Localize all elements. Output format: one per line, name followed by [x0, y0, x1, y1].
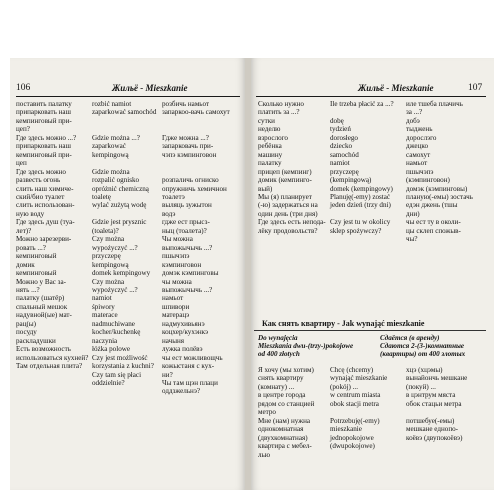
text-line: (-ю) задержаться на	[258, 201, 318, 210]
text-line: opróżnić chemiczną	[92, 184, 149, 193]
left-transliteration-column	[162, 100, 230, 396]
text-line: дни)	[406, 209, 420, 218]
text-line: чэпэ кэмпинговон	[162, 150, 217, 159]
text-line: domek (kempingowy)	[330, 184, 393, 193]
text-line: прицеп (кемпинг)	[258, 167, 312, 176]
text-line: (покуй) ...	[406, 382, 436, 391]
text-line: цы склеп спожыв-	[406, 226, 461, 235]
text-line: взрослого	[258, 133, 288, 142]
text-line: Гдже можна ...?	[162, 133, 209, 142]
text-line: рядом со станцией	[258, 399, 315, 408]
text-line: od 400 złotych	[258, 350, 300, 359]
text-line: выляць зужытон	[162, 201, 212, 210]
text-line: снять квартиру	[258, 374, 304, 383]
text-line: Можно зарезерви-	[16, 235, 72, 244]
text-line: Где здесь душ (туа-	[16, 218, 75, 227]
text-line: слить наш химиче-	[16, 184, 74, 193]
right-russian-column	[258, 100, 326, 235]
text-line: запаркоо-вачь самохут	[162, 108, 230, 117]
text-line: один день (три дня)	[258, 209, 318, 218]
left-page-number: 106	[16, 83, 31, 93]
text-line: метро	[258, 408, 276, 417]
text-line: Czy można	[92, 277, 125, 286]
text-line: слить использован-	[16, 201, 75, 210]
text-line: в центре города	[258, 391, 306, 400]
text-line: тыджень	[406, 125, 433, 134]
text-line: rozbić namiot	[92, 100, 132, 108]
text-line: Gdzie jest prysznic	[92, 218, 147, 227]
text-line: тоалетэ	[162, 192, 185, 201]
text-line: ныц (тоалета)?	[162, 226, 207, 235]
text-line: иле тшеба плачичь	[406, 100, 463, 108]
text-line	[330, 210, 394, 218]
text-line: Gdzie można ...?	[92, 133, 140, 142]
text-line: платить за ...?	[258, 108, 300, 117]
text-line: квартира с мебел-	[258, 442, 312, 451]
text-line: лужка полёвэ	[162, 345, 203, 354]
text-line: домэк (кэмпинговы)	[406, 184, 468, 193]
text-line: обок стацьи метра	[406, 399, 462, 408]
text-line: кемпинговый при-	[16, 116, 72, 125]
text-line: ную воду	[16, 209, 45, 218]
text-line: кемпинговый при-	[16, 150, 72, 159]
text-line: чы ест ту в околи-	[406, 218, 461, 227]
text-line: выпожычычь ...?	[162, 285, 213, 294]
text-line: toaletę	[92, 192, 111, 201]
text-line: domek kempingowy	[92, 269, 151, 278]
text-line: пшычэпэ	[406, 167, 434, 176]
text-line: (dwupokojowe)	[330, 442, 375, 451]
text-line	[162, 125, 230, 133]
text-line: tydzień	[330, 125, 351, 134]
text-line: выпожычычь ...?	[162, 243, 213, 252]
text-line: домик	[16, 260, 35, 269]
text-line: Есть возможность	[16, 345, 71, 354]
rent-transliteration-column	[406, 366, 467, 459]
text-line: сутки	[258, 116, 275, 125]
text-line: (квартиры) от 400 злотых	[380, 350, 466, 359]
right-page-number: 107	[468, 83, 483, 93]
text-line: запарковачь при-	[162, 142, 214, 151]
text-line: пшычэпэ	[162, 252, 190, 261]
text-line: лью	[258, 450, 271, 459]
text-line: чы?	[406, 235, 418, 244]
text-line: przyczepę	[330, 167, 359, 176]
text-line: начыня	[162, 336, 185, 345]
text-line: рац(ы)	[16, 319, 36, 328]
text-line: śpiwory	[92, 302, 115, 311]
section-title: Как снять квартиру - Jak wynająć mieszkanie	[262, 319, 425, 328]
text-line: ровать ...?	[16, 243, 46, 252]
text-line: надувной(ые) мат-	[16, 311, 72, 320]
text-line: оддзжельнэ?	[162, 387, 201, 396]
text-line: Planuję(-emy) zostać	[330, 192, 391, 201]
text-line	[92, 159, 156, 167]
text-line: надмухивьянэ	[162, 319, 205, 328]
text-line: хцэ (хцэмы)	[406, 366, 443, 374]
text-line: в цэнтрум мяста	[406, 391, 456, 400]
text-line: кемпинговый	[16, 269, 57, 278]
text-line: опружничь хемичнон	[162, 184, 227, 193]
text-line: добэ	[406, 116, 420, 125]
text-line: кэмпинговон	[162, 260, 202, 269]
text-line: Сколько нужно	[258, 100, 304, 108]
text-line	[330, 108, 394, 116]
text-line: палатку (шатёр)	[16, 294, 65, 303]
text-line: Chcę (chcemy)	[330, 366, 374, 374]
text-line: zaparkować samochód	[92, 108, 157, 117]
text-line: zaparkować	[92, 142, 126, 151]
text-line: ни?	[162, 370, 173, 379]
text-line: namiot	[92, 294, 112, 303]
text-line: Czy jest możliwość	[92, 353, 148, 362]
text-line: цеп?	[16, 125, 30, 134]
right-header-rule	[256, 96, 486, 97]
text-line: розбичь намьот	[162, 100, 210, 108]
text-line: (kempingową)	[330, 176, 372, 185]
text-line	[92, 210, 156, 218]
text-line: kempingową	[92, 260, 129, 269]
text-line: kempingową	[92, 150, 129, 159]
text-line: namiot	[330, 159, 350, 168]
text-line: палатку	[258, 159, 282, 168]
text-line: домэк кэмпинговы	[162, 269, 219, 278]
text-line: Czy jest tu w okolicy	[330, 218, 391, 227]
text-line: матерацэ	[162, 311, 190, 320]
text-line: развесть огонь	[16, 176, 61, 185]
text-line	[330, 451, 387, 459]
text-line: wynająć mieszkanie	[330, 374, 388, 383]
text-line: неделю	[258, 125, 281, 134]
text-line: (pokój) ...	[330, 382, 358, 391]
text-line: dobę	[330, 116, 344, 125]
text-line: Мы (я) планирует	[258, 192, 312, 201]
text-line: przyczepę	[92, 252, 121, 261]
text-line	[162, 168, 230, 176]
text-line: кожыстаня с кух-	[162, 362, 215, 371]
text-line: водэ	[162, 209, 176, 218]
text-line: Где здесь есть непода-	[258, 218, 326, 227]
text-line: Там отдельная плита?	[16, 362, 83, 371]
left-page-header: Жильё - Mieszkanie	[112, 83, 188, 93]
text-line: намьот	[162, 294, 184, 303]
text-line: Сдаются 2-(3-)комнатные	[380, 342, 465, 351]
rent-russian-column	[258, 366, 314, 459]
text-line: naczynia	[92, 336, 118, 345]
text-line: Я хочу (мы хотим)	[258, 366, 314, 374]
text-line: намьот	[406, 159, 428, 168]
text-line: домик (кемпинго-	[258, 176, 312, 185]
text-line: Ile trzeba płacić za ...?	[330, 100, 394, 108]
text-line	[406, 408, 467, 416]
right-polish-column	[330, 100, 394, 235]
text-line: Чы там щэн плаци	[162, 378, 218, 387]
text-line: jednopokojowe	[330, 433, 374, 442]
text-line: джецко	[406, 142, 428, 151]
left-header-rule	[16, 96, 240, 97]
text-line: Do wynajęcia	[258, 334, 298, 342]
text-line: самохут	[406, 150, 431, 159]
text-line: чы ест можливощчь	[162, 353, 223, 362]
text-line: дорослэго	[406, 133, 437, 142]
text-line	[406, 451, 467, 459]
text-line: ребёнка	[258, 142, 282, 151]
text-line: mieszkanie	[330, 425, 362, 434]
table-header-russian	[380, 334, 465, 359]
text-line: припарковать наш	[16, 142, 72, 151]
text-line: вый)	[258, 184, 273, 193]
text-line: ский/био туалет	[16, 192, 65, 201]
text-line: (toaleta)?	[92, 226, 119, 235]
text-line: Чы можна	[162, 235, 193, 244]
section-rule	[254, 330, 486, 331]
text-line	[406, 442, 467, 450]
text-line: oddzielnie?	[92, 378, 125, 387]
book-gutter	[245, 58, 251, 490]
left-russian-column	[16, 100, 88, 371]
text-line: спальный мешок	[16, 302, 68, 311]
text-line: посуду	[16, 328, 37, 337]
right-transliteration-column	[406, 100, 473, 244]
left-polish-column	[92, 100, 156, 387]
text-line: Сдаётся (в аренду)	[380, 334, 440, 342]
text-line	[162, 117, 230, 125]
text-line: dorosłego	[330, 133, 358, 142]
right-page-header: Жильё - Mieszkanie	[358, 83, 434, 93]
text-line: розпаличь огниско	[162, 176, 219, 185]
text-line: wylać zużytą wodę	[92, 201, 147, 210]
text-line: obok stacji metra	[330, 399, 379, 408]
text-line: kocher/kuchenkę	[92, 328, 141, 337]
text-line: цеп	[16, 159, 27, 168]
text-line: jeden dzień (trzy dni)	[330, 201, 391, 210]
text-line: гдже ест прысз-	[162, 218, 210, 227]
text-line: łóżka polowe	[92, 345, 131, 354]
text-line: samochód	[330, 150, 359, 159]
text-line: поставить палатку	[16, 100, 72, 108]
text-line: rozpalić ognisko	[92, 176, 140, 185]
text-line: потшебуе(-емы)	[406, 416, 455, 425]
text-line: (комнату) ...	[258, 382, 295, 391]
text-line: Где здесь можно	[16, 167, 66, 176]
text-line: korzystania z kuchni?	[92, 362, 154, 371]
text-line: нять ...?	[16, 285, 40, 294]
text-line: коцхер/кухэнкэ	[162, 328, 209, 337]
text-line: dziecko	[330, 142, 353, 151]
text-line: wypożyczyć ...?	[92, 285, 138, 294]
text-line: Можно у Вас за-	[16, 277, 66, 286]
text-line: Potrzebuję(-emy)	[330, 416, 380, 425]
text-line: едэн джень (тшы	[406, 201, 458, 210]
text-line: лёку продовольств?	[258, 226, 318, 235]
text-line: лет)?	[16, 226, 32, 235]
text-line: мешкане еднопо-	[406, 425, 459, 434]
text-line: планую(-емы) зостачь	[406, 192, 473, 201]
text-line	[92, 117, 156, 125]
text-line: (кэмпинговон)	[406, 176, 450, 185]
text-line: materace	[92, 311, 118, 320]
text-line: кемпинговый	[16, 252, 57, 261]
text-line: nadmuchiwane	[92, 319, 135, 328]
text-line: использоваться кухней?	[16, 353, 89, 362]
text-line: припарковать наш	[16, 108, 72, 117]
text-line: шпивори	[162, 302, 190, 311]
text-line: вынайончь мешкане	[406, 374, 468, 383]
text-line: Czy można	[92, 235, 125, 244]
text-line: машину	[258, 150, 283, 159]
text-line: за ...?	[406, 108, 423, 117]
text-line: коёвэ (двупокоёвэ)	[406, 433, 463, 442]
text-line: однокомнатная	[258, 425, 304, 434]
text-line: чы можна	[162, 277, 192, 286]
text-line: w centrum miasta	[330, 391, 381, 400]
text-line: (двухкомнатная)	[258, 433, 308, 442]
text-line: раскладушки	[16, 336, 56, 345]
text-line: wypożyczyć ...?	[92, 243, 138, 252]
text-line: Mieszkania dwu-(trzy-)pokojowe	[258, 342, 354, 351]
text-line: Где здесь можно ...?	[16, 133, 77, 142]
table-header-polish	[258, 334, 353, 359]
text-line: Мне (нам) нужна	[258, 416, 311, 425]
text-line	[92, 125, 156, 133]
text-line	[330, 408, 387, 416]
rent-polish-column	[330, 366, 387, 459]
text-line: Czy tam się płaci	[92, 370, 142, 379]
text-line: Gdzie można	[92, 167, 130, 176]
text-line: sklep spożywczy?	[330, 226, 382, 235]
text-line	[162, 159, 230, 167]
